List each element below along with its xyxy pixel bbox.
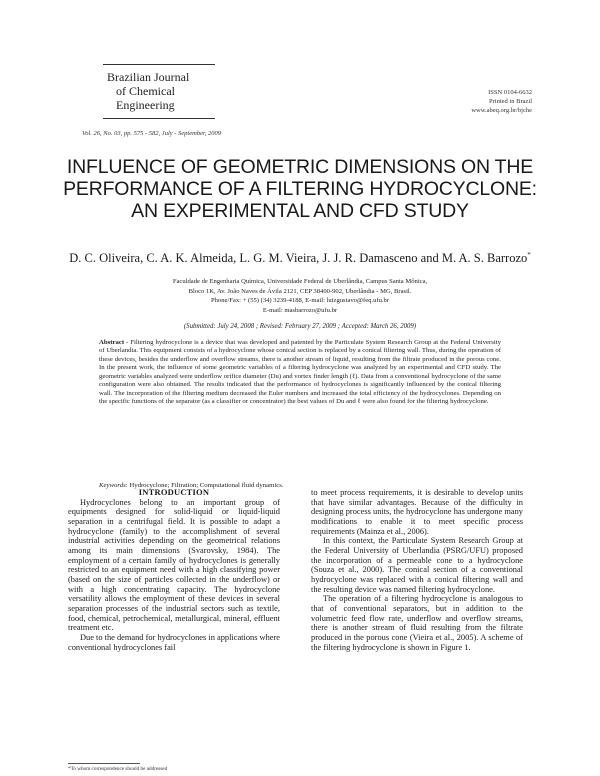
abstract-label: Abstract bbox=[99, 339, 125, 346]
journal-name-line-3: Engineering bbox=[116, 98, 175, 112]
left-column bbox=[68, 488, 280, 652]
intro-paragraph-1: Hydrocyclones belong to an important group of equipments designed for solid-liquid or liquid-liquid separation in a centrifugal field. It is possible to adapt a hydrocyclone (family) to the accomplishment of several industrial activities depending on the geometrical relations among its main dimensions (Svarovsky, 1984). The employment of a certain family of hydrocyclones is generally restricted to an equipment need with a high classifying power (based on the size of particles collected in the underflow) or with a high concentrating capacity. The hydrocyclone versatility allows the employment of these devices in several separation processes of the industrial sectors such as textile, food, chemical, petrochemical, metallurgical, mineral, effluent treatment etc. bbox=[68, 497, 280, 633]
author-list bbox=[40, 251, 560, 266]
abstract bbox=[99, 339, 501, 407]
affiliation-block bbox=[130, 277, 470, 315]
journal-name-block bbox=[103, 64, 215, 119]
issn-block bbox=[471, 88, 532, 115]
intro-paragraph-3: In this context, the Particulate System Research Group at the Federal University of Uberlandia (PSRG/UFU) proposed the incorporation of a permeable cone to a hydrocyclone (Souza et al., 2000). The conical section of a conventional hydrocyclone was replaced with a conical filtering wall and the resulting device was named filtering hydrocyclone. bbox=[311, 536, 523, 594]
printed-in: Printed in Brazil bbox=[489, 98, 532, 105]
affiliation-line-1: Faculdade de Engenharia Química, Universidade Federal de Uberlândia, Campus Santa Mônica, bbox=[172, 278, 428, 285]
section-heading-introduction: INTRODUCTION bbox=[138, 487, 210, 497]
journal-name-line-2: of Chemical bbox=[116, 84, 175, 98]
affiliation-line-3: Phone/Fax: + (55) (34) 3239-4188, E-mail: luizgustavo@feq.ufu.br bbox=[210, 297, 390, 305]
author-names: D. C. Oliveira, C. A. K. Almeida, L. G. M. Vieira, J. J. R. Damasceno and M. A. S. Barrozo bbox=[69, 251, 528, 266]
journal-name-line-1: Brazilian Journal bbox=[107, 70, 190, 84]
right-column bbox=[311, 488, 523, 652]
volume-line: Vol. 26, No. 03, pp. 575 - 582, July - September, 2009 bbox=[82, 130, 222, 137]
footnote: *To whom correspondence should be addressed bbox=[68, 766, 168, 772]
abstract-text: - Filtering hydrocyclone is a device that was developed and patented by the Particulate System Research Group at the Federal University of Uberlandia. This equipment consists of a hydrocyclone whose conical section is replaced by a conical filtering wall. Thus, during the operation of these devices, besides the underflow and overflow streams, there is another stream of liquid, resulting from the filtrate produced in the porous cone. In the present work, the influence of some geometric variables of a filtering hydrocyclone was analyzed by an experimental and CFD study. The geometric variables analyzed were underflow orifice diameter (Du) and vortex finder length (ℓ). Data from a conventional hydrocyclone of the same configuration were also obtained. The results indicated that the performance of hydrocyclones is significantly influenced by the conical filtering wall. The incorporation of the filtering medium decreased the Euler numbers and increased the total efficiency of the hydrocyclones. Depending on the specific functions of the separator (as a classifier or concentrator) the best values of Du and ℓ were also found for the filtering hydrocyclone. bbox=[99, 339, 501, 406]
intro-paragraph-2: Due to the demand for hydrocyclones in applications where conventional hydrocyclones fail bbox=[68, 632, 281, 652]
issn-number: ISSN 0104-6632 bbox=[488, 89, 532, 96]
intro-paragraph-4: The operation of a filtering hydrocyclone is analogous to that of conventional separators, but in addition to the volumetric feed flow rate, underflow and overflow streams, there is another stream of fluid resulting from the filtrate produced in the porous cone (Vieira et al., 2005). A scheme of the filtering hydrocyclone is shown in Figure 1. bbox=[311, 594, 523, 652]
corresponding-author-mark: * bbox=[527, 251, 531, 259]
keywords-label: Keywords bbox=[99, 482, 126, 489]
submission-dates: (Submitted: July 24, 2008 ; Revised: February 27, 2009 ; Accepted: March 26, 2009) bbox=[183, 323, 417, 330]
journal-url: www.abeq.org.br/bjche bbox=[471, 107, 532, 114]
affiliation-line-2: Bloco 1K, Av. João Naves de Ávila 2121, CEP 38400-902, Uberlândia - MG, Brasil. bbox=[188, 287, 412, 295]
intro-paragraph-2-continued: to meet process requirements, it is desirable to develop units that have similar advantages. Because of the difficulty in designing process units, the hydrocyclone has undergone many modifications to enable it to meet specific process requirements (Mainza et al., 2006). bbox=[311, 488, 523, 536]
affiliation-line-4: E-mail: masbarrozo@ufu.br bbox=[262, 306, 338, 314]
paper-title: INFLUENCE OF GEOMETRIC DIMENSIONS ON THE PERFORMANCE OF A FILTERING HYDROCYCLONE: AN EXPERIMENTAL AND CFD STUDY bbox=[63, 156, 537, 222]
footnote-rule bbox=[68, 763, 140, 764]
keywords-text: : Hydrocyclone; Filtration; Computational fluid dynamics. bbox=[125, 482, 284, 489]
